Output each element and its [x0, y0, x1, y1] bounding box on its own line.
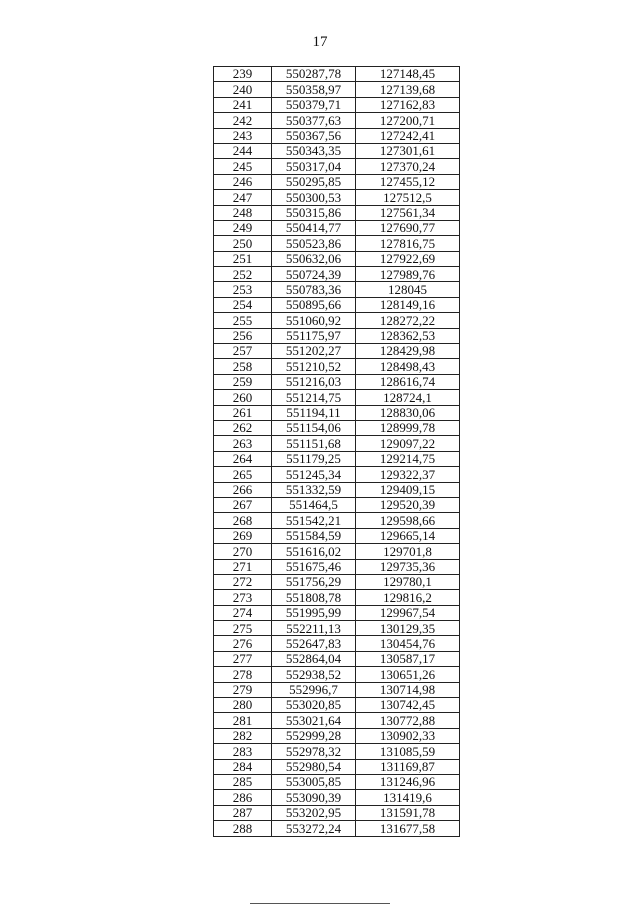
y-coordinate-cell: 129214,75 [356, 451, 460, 466]
y-coordinate-cell: 129322,37 [356, 467, 460, 482]
table-row [214, 451, 460, 466]
point-number-cell: 270 [214, 544, 272, 559]
y-coordinate-cell: 127162,83 [356, 97, 460, 112]
x-coordinate-cell: 551675,46 [272, 559, 356, 574]
x-coordinate-cell: 550895,66 [272, 297, 356, 312]
x-coordinate-cell: 550523,86 [272, 236, 356, 251]
table-row [214, 774, 460, 789]
y-coordinate-cell: 129780,1 [356, 574, 460, 589]
point-number-cell: 281 [214, 713, 272, 728]
table-row [214, 159, 460, 174]
x-coordinate-cell: 550632,06 [272, 251, 356, 266]
table-row [214, 174, 460, 189]
x-coordinate-cell: 551995,99 [272, 605, 356, 620]
table-row [214, 513, 460, 528]
point-number-cell: 264 [214, 451, 272, 466]
x-coordinate-cell: 552647,83 [272, 636, 356, 651]
x-coordinate-cell: 553090,39 [272, 790, 356, 805]
y-coordinate-cell: 130714,98 [356, 682, 460, 697]
table-row [214, 205, 460, 220]
y-coordinate-cell: 131677,58 [356, 821, 460, 836]
y-coordinate-cell: 129701,8 [356, 544, 460, 559]
y-coordinate-cell: 128429,98 [356, 344, 460, 359]
point-number-cell: 251 [214, 251, 272, 266]
table-row [214, 621, 460, 636]
x-coordinate-cell: 552864,04 [272, 651, 356, 666]
point-number-cell: 256 [214, 328, 272, 343]
y-coordinate-cell: 127561,34 [356, 205, 460, 220]
x-coordinate-cell: 550377,63 [272, 113, 356, 128]
y-coordinate-cell: 127301,61 [356, 143, 460, 158]
x-coordinate-cell: 553021,64 [272, 713, 356, 728]
x-coordinate-cell: 553005,85 [272, 774, 356, 789]
x-coordinate-cell: 551542,21 [272, 513, 356, 528]
y-coordinate-cell: 130651,26 [356, 667, 460, 682]
table-row [214, 282, 460, 297]
point-number-cell: 241 [214, 97, 272, 112]
point-number-cell: 268 [214, 513, 272, 528]
table-row [214, 590, 460, 605]
bottom-divider [250, 903, 390, 904]
y-coordinate-cell: 127148,45 [356, 67, 460, 82]
table-row [214, 605, 460, 620]
table-row [214, 405, 460, 420]
table-row [214, 67, 460, 82]
y-coordinate-cell: 131246,96 [356, 774, 460, 789]
x-coordinate-cell: 551214,75 [272, 390, 356, 405]
y-coordinate-cell: 127690,77 [356, 220, 460, 235]
x-coordinate-cell: 553202,95 [272, 805, 356, 820]
y-coordinate-cell: 129735,36 [356, 559, 460, 574]
point-number-cell: 250 [214, 236, 272, 251]
x-coordinate-cell: 550317,04 [272, 159, 356, 174]
y-coordinate-cell: 131419,6 [356, 790, 460, 805]
table-row [214, 728, 460, 743]
point-number-cell: 263 [214, 436, 272, 451]
y-coordinate-cell: 130454,76 [356, 636, 460, 651]
table-row [214, 251, 460, 266]
point-number-cell: 288 [214, 821, 272, 836]
table-row [214, 143, 460, 158]
point-number-cell: 271 [214, 559, 272, 574]
point-number-cell: 253 [214, 282, 272, 297]
x-coordinate-cell: 552996,7 [272, 682, 356, 697]
x-coordinate-cell: 550287,78 [272, 67, 356, 82]
table-row [214, 821, 460, 836]
point-number-cell: 243 [214, 128, 272, 143]
point-number-cell: 252 [214, 267, 272, 282]
table-row [214, 759, 460, 774]
table-row [214, 698, 460, 713]
y-coordinate-cell: 128616,74 [356, 374, 460, 389]
x-coordinate-cell: 551756,29 [272, 574, 356, 589]
point-number-cell: 246 [214, 174, 272, 189]
y-coordinate-cell: 130902,33 [356, 728, 460, 743]
table-row [214, 574, 460, 589]
x-coordinate-cell: 551179,25 [272, 451, 356, 466]
table-row [214, 313, 460, 328]
y-coordinate-cell: 131591,78 [356, 805, 460, 820]
y-coordinate-cell: 129816,2 [356, 590, 460, 605]
x-coordinate-cell: 550783,36 [272, 282, 356, 297]
x-coordinate-cell: 551194,11 [272, 405, 356, 420]
table-row [214, 390, 460, 405]
point-number-cell: 248 [214, 205, 272, 220]
table-row [214, 805, 460, 820]
x-coordinate-cell: 552211,13 [272, 621, 356, 636]
y-coordinate-cell: 127200,71 [356, 113, 460, 128]
point-number-cell: 267 [214, 497, 272, 512]
y-coordinate-cell: 129520,39 [356, 497, 460, 512]
x-coordinate-cell: 551154,06 [272, 420, 356, 435]
point-number-cell: 272 [214, 574, 272, 589]
point-number-cell: 261 [214, 405, 272, 420]
x-coordinate-cell: 552978,32 [272, 744, 356, 759]
point-number-cell: 269 [214, 528, 272, 543]
y-coordinate-cell: 128045 [356, 282, 460, 297]
y-coordinate-cell: 128724,1 [356, 390, 460, 405]
point-number-cell: 279 [214, 682, 272, 697]
x-coordinate-cell: 551216,03 [272, 374, 356, 389]
point-number-cell: 242 [214, 113, 272, 128]
y-coordinate-cell: 127816,75 [356, 236, 460, 251]
x-coordinate-cell: 551245,34 [272, 467, 356, 482]
y-coordinate-cell: 128830,06 [356, 405, 460, 420]
y-coordinate-cell: 131085,59 [356, 744, 460, 759]
point-number-cell: 249 [214, 220, 272, 235]
y-coordinate-cell: 128272,22 [356, 313, 460, 328]
x-coordinate-cell: 550367,56 [272, 128, 356, 143]
x-coordinate-cell: 552980,54 [272, 759, 356, 774]
point-number-cell: 285 [214, 774, 272, 789]
y-coordinate-cell: 129097,22 [356, 436, 460, 451]
x-coordinate-cell: 550379,71 [272, 97, 356, 112]
table-row [214, 236, 460, 251]
table-row [214, 374, 460, 389]
table-row [214, 482, 460, 497]
point-number-cell: 278 [214, 667, 272, 682]
table-row [214, 651, 460, 666]
page-number: 17 [312, 34, 328, 50]
x-coordinate-cell: 551332,59 [272, 482, 356, 497]
table-row [214, 682, 460, 697]
point-number-cell: 266 [214, 482, 272, 497]
table-row [214, 97, 460, 112]
y-coordinate-cell: 129665,14 [356, 528, 460, 543]
x-coordinate-cell: 553272,24 [272, 821, 356, 836]
table-row [214, 328, 460, 343]
y-coordinate-cell: 127139,68 [356, 82, 460, 97]
coordinates-table-body [214, 67, 460, 837]
x-coordinate-cell: 552938,52 [272, 667, 356, 682]
x-coordinate-cell: 551464,5 [272, 497, 356, 512]
x-coordinate-cell: 550295,85 [272, 174, 356, 189]
y-coordinate-cell: 130742,45 [356, 698, 460, 713]
table-row [214, 344, 460, 359]
point-number-cell: 255 [214, 313, 272, 328]
point-number-cell: 287 [214, 805, 272, 820]
point-number-cell: 286 [214, 790, 272, 805]
table-row [214, 220, 460, 235]
x-coordinate-cell: 551808,78 [272, 590, 356, 605]
table-row [214, 190, 460, 205]
point-number-cell: 239 [214, 67, 272, 82]
y-coordinate-cell: 131169,87 [356, 759, 460, 774]
y-coordinate-cell: 127922,69 [356, 251, 460, 266]
x-coordinate-cell: 551616,02 [272, 544, 356, 559]
x-coordinate-cell: 550343,35 [272, 143, 356, 158]
table-row [214, 713, 460, 728]
x-coordinate-cell: 551210,52 [272, 359, 356, 374]
point-number-cell: 284 [214, 759, 272, 774]
table-row [214, 636, 460, 651]
x-coordinate-cell: 550358,97 [272, 82, 356, 97]
point-number-cell: 260 [214, 390, 272, 405]
point-number-cell: 244 [214, 143, 272, 158]
point-number-cell: 283 [214, 744, 272, 759]
table-row [214, 790, 460, 805]
y-coordinate-cell: 129967,54 [356, 605, 460, 620]
x-coordinate-cell: 552999,28 [272, 728, 356, 743]
table-row [214, 297, 460, 312]
table-row [214, 467, 460, 482]
y-coordinate-cell: 130772,88 [356, 713, 460, 728]
point-number-cell: 280 [214, 698, 272, 713]
table-row [214, 359, 460, 374]
table-row [214, 113, 460, 128]
point-number-cell: 240 [214, 82, 272, 97]
x-coordinate-cell: 553020,85 [272, 698, 356, 713]
table-row [214, 528, 460, 543]
x-coordinate-cell: 550724,39 [272, 267, 356, 282]
coordinates-table [213, 66, 460, 837]
point-number-cell: 275 [214, 621, 272, 636]
table-row [214, 667, 460, 682]
point-number-cell: 262 [214, 420, 272, 435]
x-coordinate-cell: 550300,53 [272, 190, 356, 205]
table-row [214, 744, 460, 759]
point-number-cell: 247 [214, 190, 272, 205]
y-coordinate-cell: 127512,5 [356, 190, 460, 205]
table-row [214, 267, 460, 282]
y-coordinate-cell: 127989,76 [356, 267, 460, 282]
point-number-cell: 282 [214, 728, 272, 743]
y-coordinate-cell: 127370,24 [356, 159, 460, 174]
y-coordinate-cell: 128498,43 [356, 359, 460, 374]
x-coordinate-cell: 550414,77 [272, 220, 356, 235]
y-coordinate-cell: 127242,41 [356, 128, 460, 143]
x-coordinate-cell: 551202,27 [272, 344, 356, 359]
x-coordinate-cell: 551060,92 [272, 313, 356, 328]
table-row [214, 497, 460, 512]
point-number-cell: 245 [214, 159, 272, 174]
table-row [214, 420, 460, 435]
table-row [214, 544, 460, 559]
x-coordinate-cell: 550315,86 [272, 205, 356, 220]
table-row [214, 436, 460, 451]
y-coordinate-cell: 128999,78 [356, 420, 460, 435]
x-coordinate-cell: 551151,68 [272, 436, 356, 451]
y-coordinate-cell: 128149,16 [356, 297, 460, 312]
y-coordinate-cell: 127455,12 [356, 174, 460, 189]
x-coordinate-cell: 551584,59 [272, 528, 356, 543]
y-coordinate-cell: 130587,17 [356, 651, 460, 666]
table-row [214, 128, 460, 143]
point-number-cell: 273 [214, 590, 272, 605]
point-number-cell: 277 [214, 651, 272, 666]
y-coordinate-cell: 129598,66 [356, 513, 460, 528]
point-number-cell: 257 [214, 344, 272, 359]
table-row [214, 82, 460, 97]
y-coordinate-cell: 130129,35 [356, 621, 460, 636]
point-number-cell: 254 [214, 297, 272, 312]
point-number-cell: 274 [214, 605, 272, 620]
table-row [214, 559, 460, 574]
y-coordinate-cell: 129409,15 [356, 482, 460, 497]
point-number-cell: 276 [214, 636, 272, 651]
point-number-cell: 265 [214, 467, 272, 482]
x-coordinate-cell: 551175,97 [272, 328, 356, 343]
point-number-cell: 258 [214, 359, 272, 374]
point-number-cell: 259 [214, 374, 272, 389]
y-coordinate-cell: 128362,53 [356, 328, 460, 343]
